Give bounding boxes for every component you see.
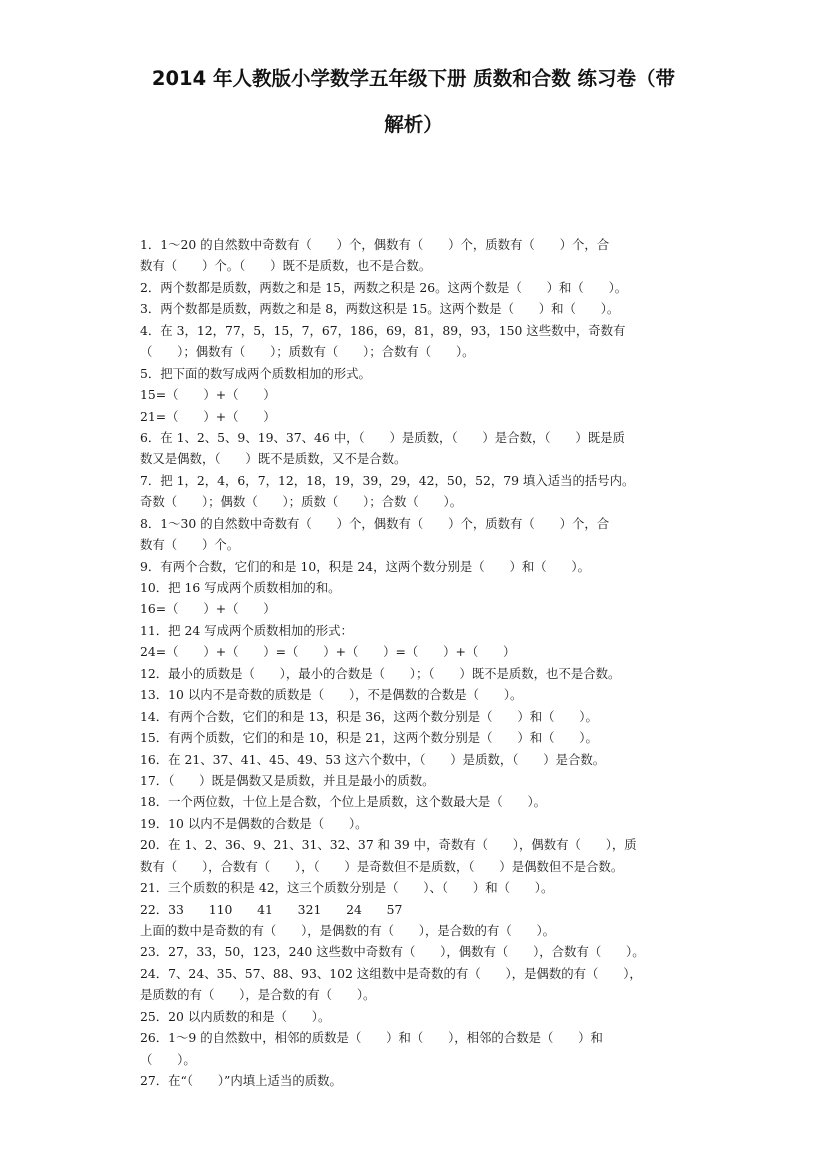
exercise-line: 3．两个数都是质数，两数之和是 8，两数这积是 15。这两个数是（ ）和（ ）。 — [140, 301, 620, 317]
exercise-line: 6．在 1、2、5、9、19、37、46 中，（ ）是质数，（ ）是合数，（ ）既是质 — [140, 429, 625, 445]
exercise-line: 上面的数中是奇数的有（ ），是偶数的有（ ），是合数的有（ ）。 — [140, 923, 556, 938]
exercise-line: 26．1～9 的自然数中，相邻的质数是（ ）和（ ），相邻的合数是（ ）和 — [140, 1030, 603, 1046]
exercise-line: 25．20 以内质数的和是（ ）。 — [140, 1008, 331, 1024]
title-line-1: 2014 年人教版小学数学五年级下册 质数和合数 练习卷（带 — [151, 67, 676, 90]
exercise-line: 13．10 以内不是奇数的质数是（ ），不是偶数的合数是（ ）。 — [140, 687, 523, 703]
exercise-line: 1．1～20 的自然数中奇数有（ ）个，偶数有（ ）个，质数有（ ）个，合 — [140, 237, 610, 252]
exercise-line: 22．33 110 41 321 24 57 — [140, 901, 403, 917]
exercise-line: 16．在 21、37、41、45、49、53 这六个数中，（ ）是质数，（ ）是合数。 — [140, 751, 606, 767]
page-title — [90, 56, 737, 148]
exercise-line: 27．在“（ ）”内填上适当的质数。 — [140, 1073, 342, 1089]
exercise-line: 7．把 1，2，4，6，7，12，18，19，39，29，42，50，52，79 填入适当的括号内。 — [140, 472, 635, 488]
title-line-2: 解析） — [384, 113, 443, 136]
exercise-line: （ ）；偶数有（ ）；质数有（ ）；合数有（ ）。 — [140, 344, 475, 360]
exercise-line: 12．最小的质数是（ ），最小的合数是（ ）；（ ）既不是质数，也不是合数。 — [140, 665, 621, 681]
exercise-line: 5．把下面的数写成两个质数相加的形式。 — [140, 365, 371, 381]
exercise-line: 24．7、24、35、57、88、93、102 这组数中是奇数的有（ ），是偶数的有（ ）， — [140, 965, 642, 981]
exercise-line: 8．1～30 的自然数中奇数有（ ）个，偶数有（ ）个，质数有（ ）个，合 — [140, 515, 610, 531]
exercise-line: 20．在 1、2、36、9、21、31、32、37 和 39 中，奇数有（ ），偶数有（ ），质 — [140, 837, 637, 853]
exercise-line: 4．在 3，12，77，5，15，7，67，186，69，81，89，93，150 这些数中，奇数有 — [140, 322, 626, 338]
exercise-line: 11．把 24 写成两个质数相加的形式： — [140, 622, 353, 638]
exercise-line: 24=（ ）+（ ）=（ ）+（ ）=（ ）+（ ） — [140, 644, 516, 660]
exercise-line: 9．有两个合数，它们的和是 10，积是 24，这两个数分别是（ ）和（ ）。 — [140, 558, 590, 574]
exercise-line: 23．27，33，50，123，240 这些数中奇数有（ ），偶数有（ ），合数有（ ）。 — [140, 944, 645, 960]
exercise-line: 16=（ ）+（ ） — [140, 601, 276, 617]
exercise-line: 2．两个数都是质数，两数之和是 15，两数之积是 26。这两个数是（ ）和（ ）。 — [140, 279, 628, 295]
exercise-line: 14．有两个合数，它们的和是 13，积是 36，这两个数分别是（ ）和（ ）。 — [140, 708, 598, 724]
exercise-line: 18．一个两位数，十位上是合数，个位上是质数，这个数最大是（ ）。 — [140, 794, 547, 810]
exercise-line: 15=（ ）+（ ） — [140, 387, 276, 403]
exercise-line: 数有（ ）个。 — [140, 537, 240, 553]
exercise-line: 15．有两个质数，它们的和是 10，积是 21，这两个数分别是（ ）和（ ）。 — [140, 730, 598, 746]
exercise-line: 是质数的有（ ），是合数的有（ ）。 — [140, 987, 376, 1003]
exercise-line: 19．10 以内不是偶数的合数是（ ）。 — [140, 815, 368, 831]
exercise-line: 数有（ ）个。（ ）既不是质数，也不是合数。 — [140, 258, 432, 274]
exercise-line: 21．三个质数的积是 42，这三个质数分别是（ ）、（ ）和（ ）。 — [140, 880, 554, 896]
exercise-list — [140, 234, 700, 1092]
exercise-line: 数有（ ），合数有（ ），（ ）是奇数但不是质数，（ ）是偶数但不是合数。 — [140, 858, 624, 874]
exercise-line: 17．（ ）既是偶数又是质数，并且是最小的质数。 — [140, 772, 435, 788]
exercise-line: 21=（ ）+（ ） — [140, 408, 276, 424]
exercise-line: 10．把 16 写成两个质数相加的和。 — [140, 580, 341, 595]
exercise-line: 奇数（ ）；偶数（ ）；质数（ ）；合数（ ）。 — [140, 494, 463, 510]
exercise-line: 数又是偶数，（ ）既不是质数，又不是合数。 — [140, 451, 407, 467]
exercise-line: （ ）。 — [140, 1051, 196, 1067]
